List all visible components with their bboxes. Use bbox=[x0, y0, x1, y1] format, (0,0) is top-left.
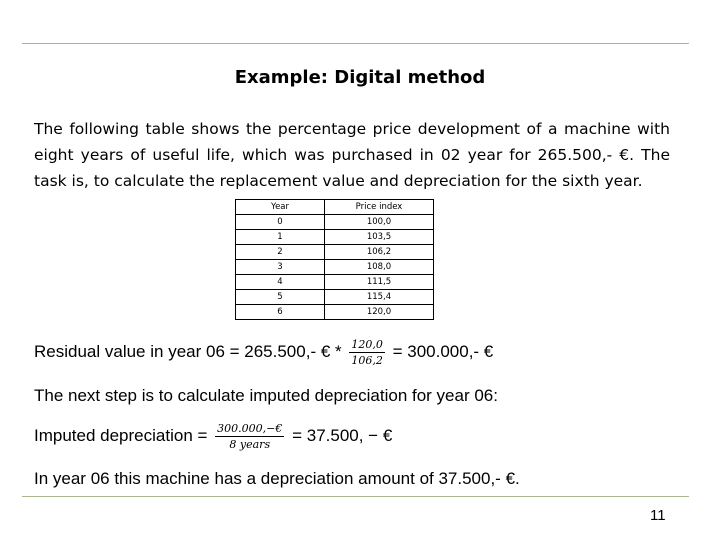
residual-denominator: 106,2 bbox=[351, 354, 383, 367]
table-row bbox=[236, 305, 434, 320]
table-row bbox=[236, 260, 434, 275]
residual-value-formula bbox=[34, 338, 493, 367]
next-step-text: The next step is to calculate imputed depreciation for year 06: bbox=[34, 386, 498, 405]
cell-year: 0 bbox=[236, 215, 325, 230]
imputed-numerator: 300.000,−€ bbox=[217, 422, 283, 435]
cell-price-index: 106,2 bbox=[325, 245, 434, 260]
column-header-price-index: Price index bbox=[325, 200, 434, 215]
imputed-depreciation-formula bbox=[34, 422, 392, 451]
column-header-year: Year bbox=[236, 200, 325, 215]
cell-price-index: 100,0 bbox=[325, 215, 434, 230]
residual-suffix: = 300.000,- € bbox=[392, 341, 494, 361]
cell-year: 6 bbox=[236, 305, 325, 320]
imputed-suffix: = 37.500, − € bbox=[292, 425, 393, 445]
cell-year: 4 bbox=[236, 275, 325, 290]
intro-paragraph: The following table shows the percentage price development of a machine with eight years of useful life, which was purchased in 02 year for 265.500,- €. The task is, to calculate the replacement value and depreciation for the sixth year. bbox=[34, 120, 670, 190]
cell-price-index: 111,5 bbox=[325, 275, 434, 290]
cell-price-index: 103,5 bbox=[325, 230, 434, 245]
cell-year: 2 bbox=[236, 245, 325, 260]
slide-title: Example: Digital method bbox=[234, 67, 486, 88]
page-number: 11 bbox=[650, 507, 666, 524]
top-divider bbox=[22, 43, 689, 44]
table-row bbox=[236, 275, 434, 290]
imputed-denominator: 8 years bbox=[229, 438, 271, 451]
cell-year: 5 bbox=[236, 290, 325, 305]
imputed-prefix: Imputed depreciation = bbox=[34, 425, 208, 445]
conclusion-text: In year 06 this machine has a depreciation amount of 37.500,- €. bbox=[34, 469, 520, 488]
table-header-row bbox=[236, 200, 434, 215]
table-row bbox=[236, 290, 434, 305]
table-row bbox=[236, 215, 434, 230]
cell-price-index: 115,4 bbox=[325, 290, 434, 305]
table-row bbox=[236, 230, 434, 245]
cell-price-index: 108,0 bbox=[325, 260, 434, 275]
residual-prefix: Residual value in year 06 = 265.500,- € * bbox=[34, 341, 342, 361]
residual-fraction bbox=[349, 338, 385, 367]
table-row bbox=[236, 245, 434, 260]
cell-price-index: 120,0 bbox=[325, 305, 434, 320]
residual-numerator: 120,0 bbox=[351, 338, 383, 351]
cell-year: 1 bbox=[236, 230, 325, 245]
imputed-fraction bbox=[215, 422, 284, 451]
bottom-divider bbox=[22, 496, 689, 497]
cell-year: 3 bbox=[236, 260, 325, 275]
price-index-table bbox=[235, 199, 434, 320]
